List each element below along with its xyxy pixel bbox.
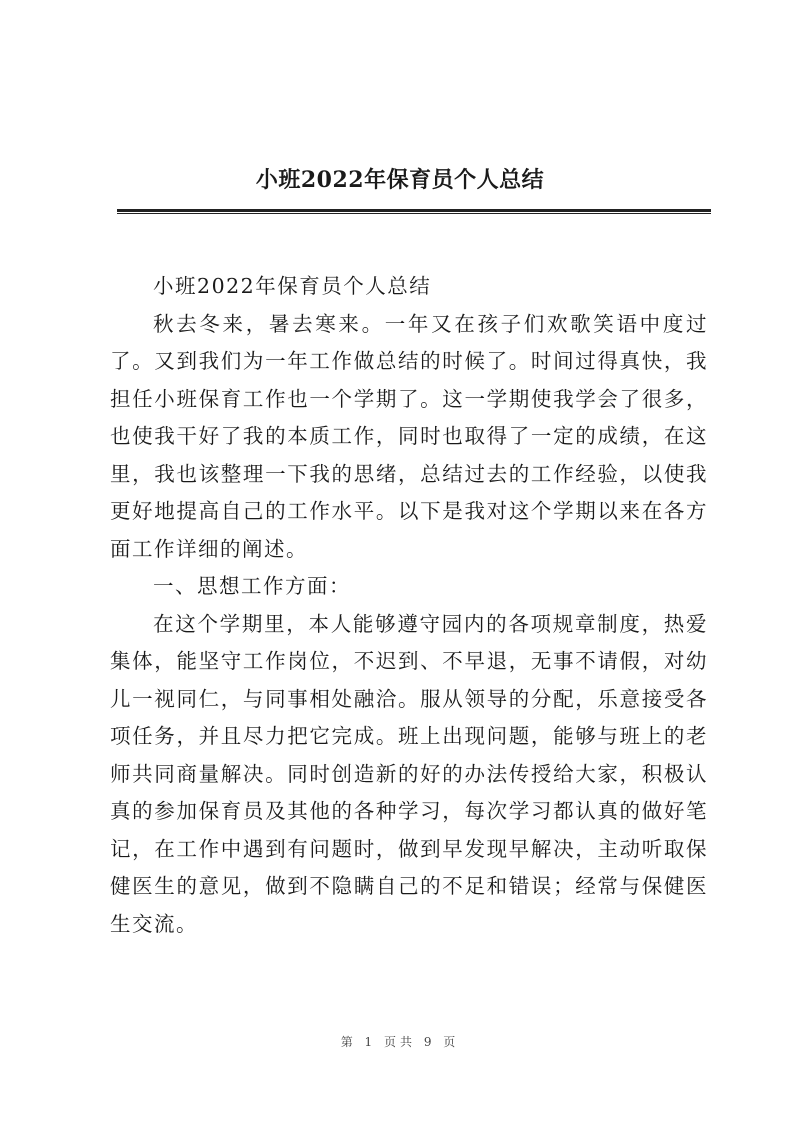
document-body: [110, 268, 708, 943]
page-footer: 第 1 页共 9 页: [340, 1035, 460, 1049]
paragraph-ideology-work: 在这个学期里，本人能够遵守园内的各项规章制度，热爱集体，能坚守工作岗位，不迟到、不早退，无事不请假，对幼儿一视同仁，与同事相处融洽。服从领导的分配，乐意接受各项任务，并且尽力把它完成。班上出现问题，能够与班上的老师共同商量解决。同时创造新的好的办法传授给大家，积极认真的参加保育员及其他的各种学习，每次学习都认真的做好笔记，在工作中遇到有问题时，做到早发现早解决，主动听取保健医生的意见，做到不隐瞒自己的不足和错误；经常与保健医生交流。: [110, 611, 708, 936]
title-divider: [117, 209, 711, 212]
document-title: 小班2022年保育员个人总结: [255, 167, 545, 193]
section-heading: 一、思想工作方面：: [153, 574, 352, 598]
body-subtitle: 小班2022年保育员个人总结: [153, 274, 432, 298]
paragraph-intro: 秋去冬来，暑去寒来。一年又在孩子们欢歌笑语中度过了。又到我们为一年工作做总结的时候了。时间过得真快，我担任小班保育工作也一个学期了。这一学期使我学会了很多，也使我干好了我的本质工作，同时也取得了一定的成绩，在这里，我也该整理一下我的思绪，总结过去的工作经验，以使我更好地提高自己的工作水平。以下是我对这个学期以来在各方面工作详细的阐述。: [110, 311, 708, 561]
